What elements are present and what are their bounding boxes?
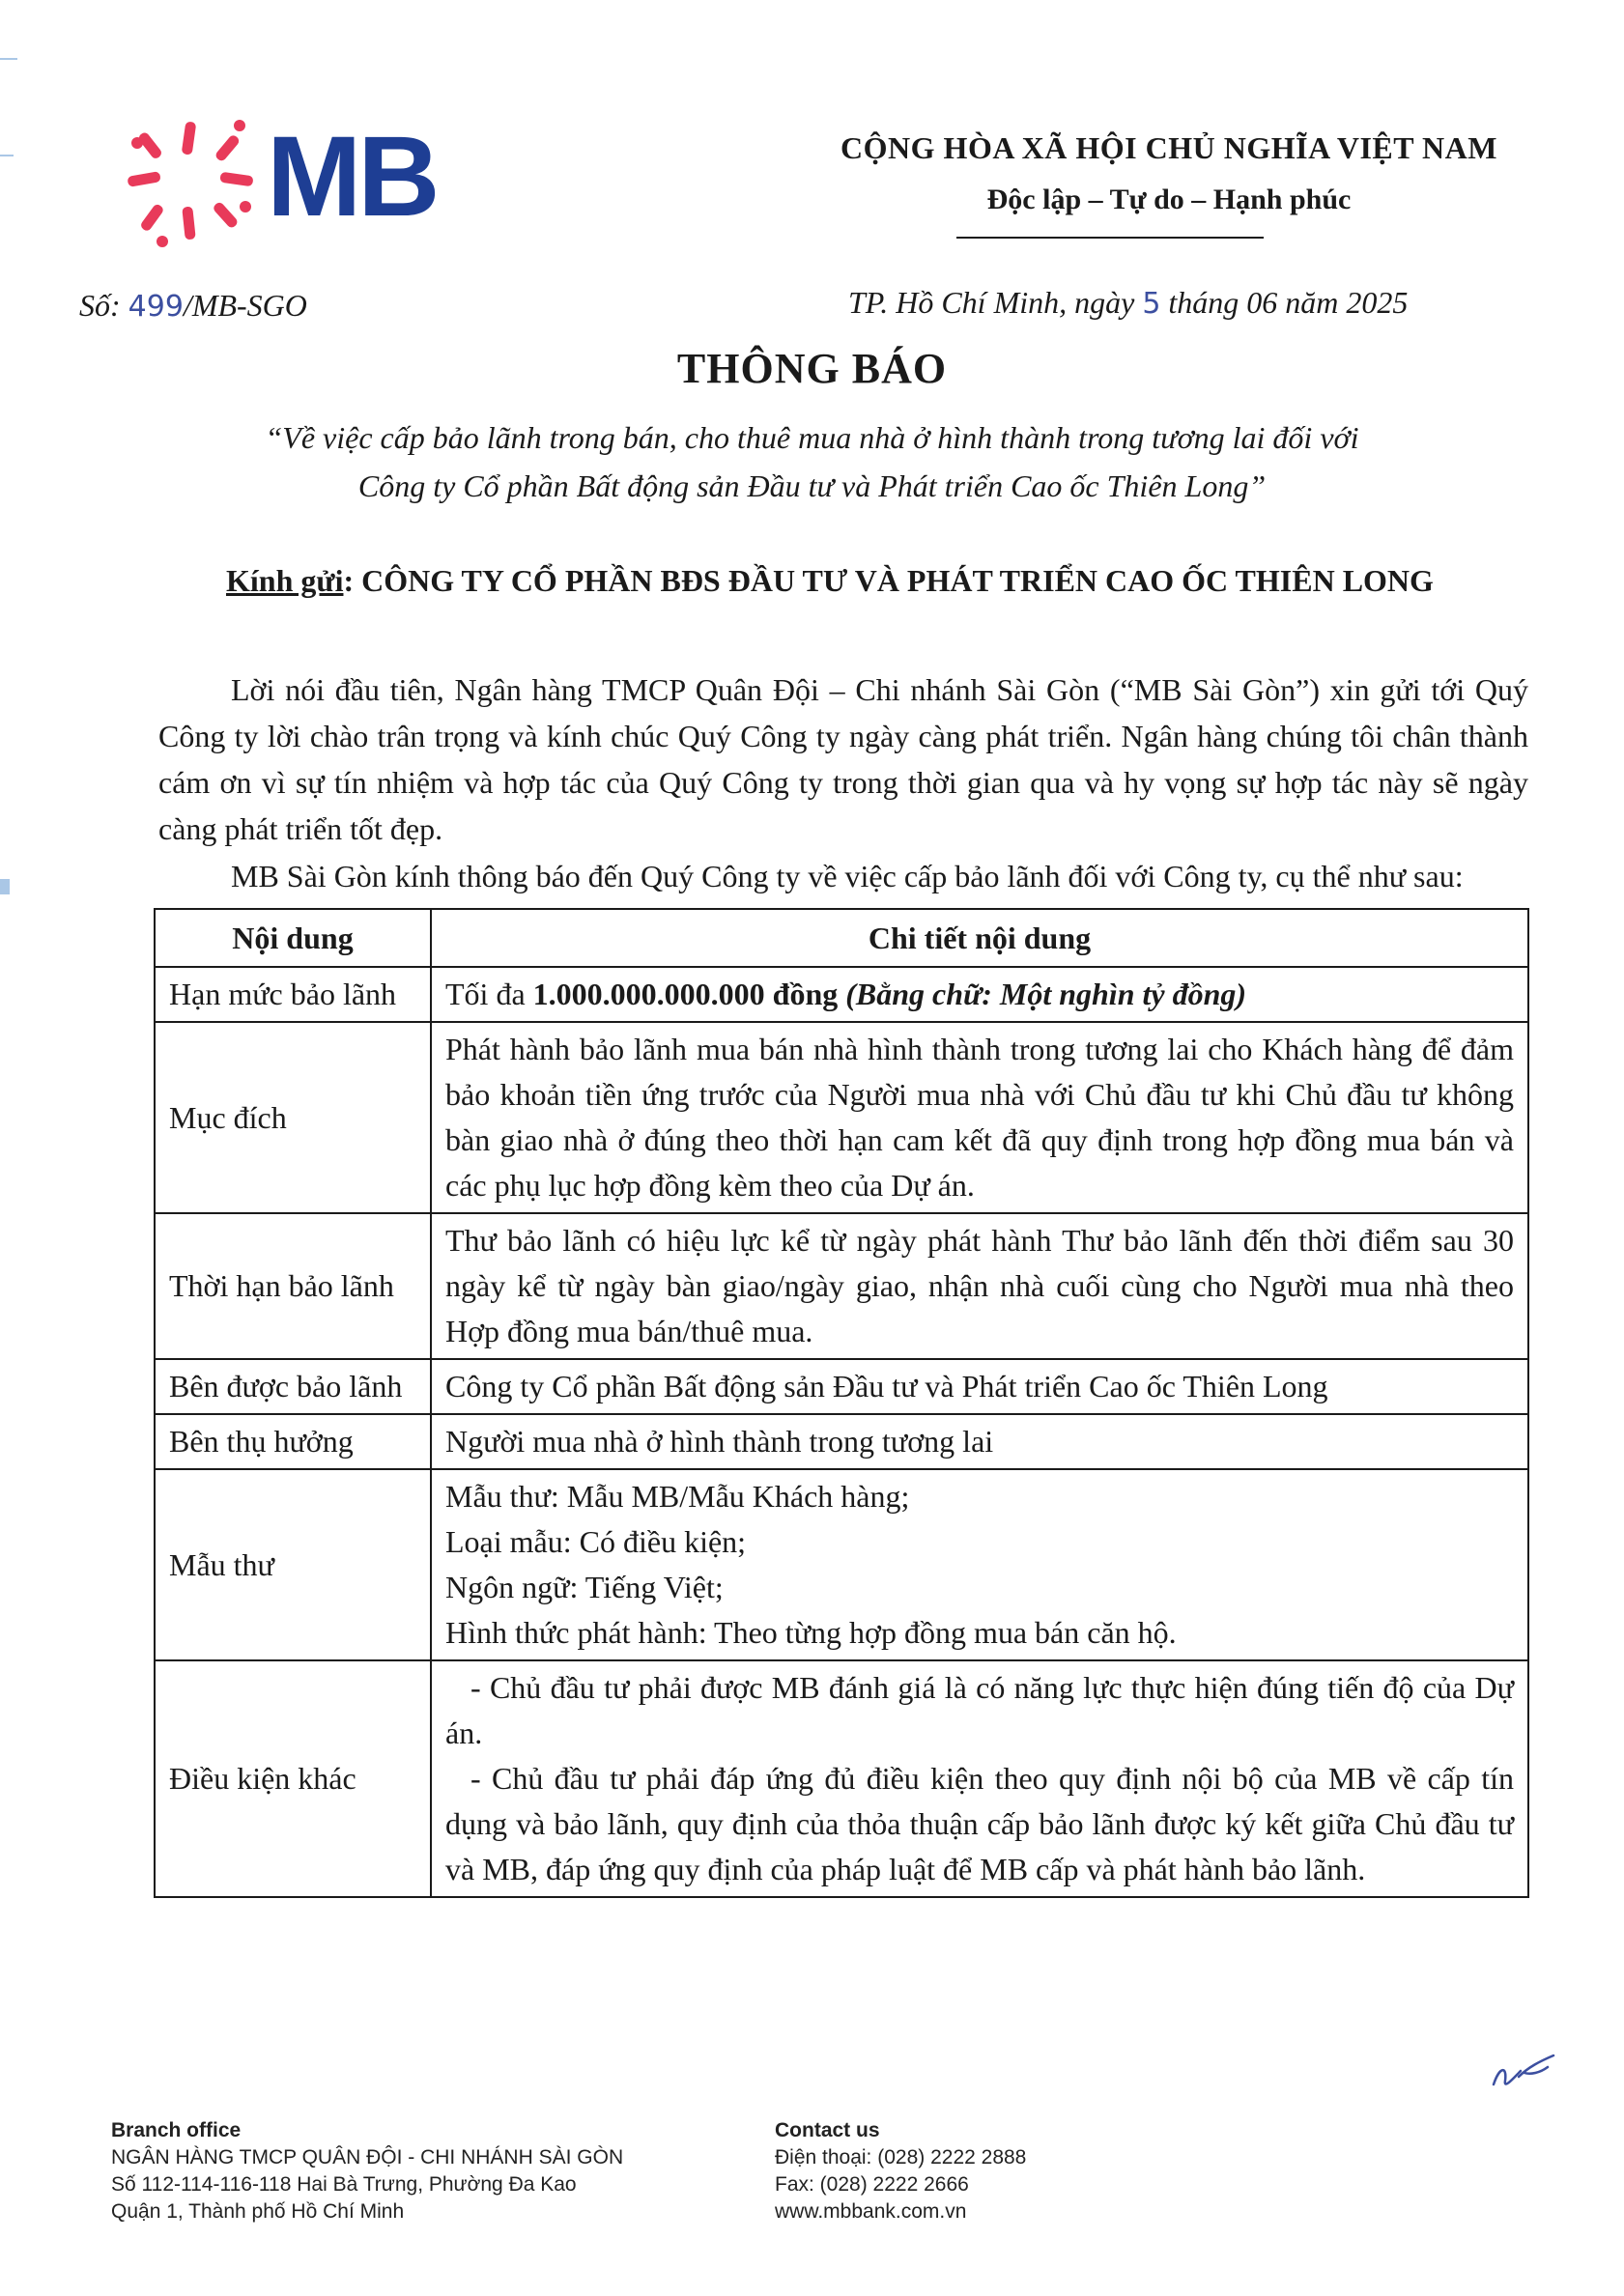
row-label-form: Mẫu thư xyxy=(155,1469,431,1660)
row-value-guaranteed: Công ty Cổ phần Bất động sản Đầu tư và Phát triển Cao ốc Thiên Long xyxy=(431,1359,1528,1414)
table-row xyxy=(155,1359,1528,1414)
table-header-detail: Chi tiết nội dung xyxy=(431,909,1528,967)
row-label-term: Thời hạn bảo lãnh xyxy=(155,1213,431,1359)
date-prefix: TP. Hồ Chí Minh, ngày xyxy=(848,285,1143,320)
condition-item: - Chủ đầu tư phải đáp ứng đủ điều kiện theo quy định nội bộ của MB về cấp tín dụng và bảo lãnh, quy định của thỏa thuận cấp bảo lãnh được ký kết giữa Chủ đầu tư và MB, đáp ứng quy định của pháp luật để MB cấp và phát hành bảo lãnh. xyxy=(445,1761,1514,1886)
form-line: Loại mẫu: Có điều kiện; xyxy=(445,1524,747,1559)
limit-words: (Bằng chữ: Một nghìn tỷ đồng) xyxy=(838,977,1247,1011)
document-number-prefix: Số: xyxy=(79,288,128,323)
nation-heading: CỘNG HÒA XÃ HỘI CHỦ NGHĨA VIỆT NAM xyxy=(840,130,1497,165)
row-value-limit xyxy=(431,967,1528,1022)
condition-item: - Chủ đầu tư phải được MB đánh giá là có năng lực thực hiện đúng tiến độ của Dự án. xyxy=(445,1670,1514,1750)
date-suffix: tháng 06 năm 2025 xyxy=(1160,285,1409,320)
footer-right-title: Contact us xyxy=(775,2119,880,2141)
recipient-line xyxy=(226,563,1434,599)
mb-star-icon xyxy=(124,114,259,249)
table-row xyxy=(155,1022,1528,1213)
document-title: THÔNG BÁO xyxy=(676,345,948,392)
footer-left-line: Quận 1, Thành phố Hồ Chí Minh xyxy=(111,2200,405,2223)
row-value-form xyxy=(431,1469,1528,1660)
scan-edge-mark xyxy=(0,879,10,894)
row-label-beneficiary: Bên thụ hưởng xyxy=(155,1414,431,1469)
footer-left-line: NGÂN HÀNG TMCP QUÂN ĐỘI - CHI NHÁNH SÀI GÒN xyxy=(111,2146,624,2168)
footer-fax: Fax: (028) 2222 2666 xyxy=(775,2173,969,2196)
recipient-name: : CÔNG TY CỔ PHẦN BĐS ĐẦU TƯ VÀ PHÁT TRIỂN CAO ỐC THIÊN LONG xyxy=(343,563,1434,598)
row-value-term: Thư bảo lãnh có hiệu lực kể từ ngày phát hành Thư bảo lãnh đến thời điểm sau 30 ngày kể từ ngày bàn giao/ngày giao, nhận nhà cuối cùng cho Người mua nhà theo Hợp đồng mua bán/thuê mua. xyxy=(431,1213,1528,1359)
table-row xyxy=(155,1469,1528,1660)
motto-heading: Độc lập – Tự do – Hạnh phúc xyxy=(986,184,1352,215)
notice-paragraph: MB Sài Gòn kính thông báo đến Quý Công ty về việc cấp bảo lãnh đối với Công ty, cụ thể như sau: xyxy=(231,859,1464,893)
subject-line-2: Công ty Cổ phần Bất động sản Đầu tư và Phát triển Cao ốc Thiên Long” xyxy=(357,468,1267,503)
footer-phone: Điện thoại: (028) 2222 2888 xyxy=(775,2146,1027,2168)
footer-left-line: Số 112-114-116-118 Hai Bà Trưng, Phường Đa Kao xyxy=(111,2173,577,2196)
row-value-beneficiary: Người mua nhà ở hình thành trong tương lai xyxy=(431,1414,1528,1469)
row-value-purpose: Phát hành bảo lãnh mua bán nhà hình thành trong tương lai cho Khách hàng để đảm bảo khoản tiền ứng trước của Người mua nhà với Chủ đầu tư khi Chủ đầu tư không bàn giao nhà ở đúng theo thời hạn cam kết đã quy định trong hợp đồng mua bán và các phụ lục hợp đồng kèm theo của Dự án. xyxy=(431,1022,1528,1213)
scan-edge-mark xyxy=(0,155,14,156)
motto-underline xyxy=(956,237,1264,239)
table-header-row xyxy=(155,909,1528,967)
logo-wordmark: MB xyxy=(267,113,437,241)
limit-amount: 1.000.000.000.000 đồng xyxy=(532,977,839,1011)
handwritten-initials-icon xyxy=(1486,2048,1563,2096)
row-label-limit: Hạn mức bảo lãnh xyxy=(155,967,431,1022)
table-row xyxy=(155,967,1528,1022)
form-line: Hình thức phát hành: Theo từng hợp đồng mua bán căn hộ. xyxy=(445,1615,1177,1650)
document-number-suffix: /MB-SGO xyxy=(183,288,307,323)
guarantee-details-table xyxy=(154,908,1529,1898)
recipient-label: Kính gửi xyxy=(226,563,344,598)
table-row xyxy=(155,1414,1528,1469)
row-value-other xyxy=(431,1660,1528,1897)
intro-paragraph: Lời nói đầu tiên, Ngân hàng TMCP Quân Đội – Chi nhánh Sài Gòn (“MB Sài Gòn”) xin gửi tới Quý Công ty lời chào trân trọng và kính chúc Quý Công ty ngày càng phát triển. Ngân hàng chúng tôi chân thành cám ơn vì sự tín nhiệm và hợp tác của Quý Công ty trong thời gian qua và hy vọng sự hợp tác này sẽ ngày càng phát triển tốt đẹp. xyxy=(158,672,1528,846)
footer-branch-office xyxy=(111,2117,623,2225)
mb-logo xyxy=(124,114,452,249)
row-label-other: Điều kiện khác xyxy=(155,1660,431,1897)
footer-left-title: Branch office xyxy=(111,2119,242,2141)
limit-prefix: Tối đa xyxy=(445,977,533,1011)
document-date xyxy=(848,285,1408,321)
footer-website-link[interactable]: www.mbbank.com.vn xyxy=(775,2200,967,2223)
form-line: Ngôn ngữ: Tiếng Việt; xyxy=(445,1570,724,1604)
document-number-handwritten: 499 xyxy=(128,290,184,324)
table-row xyxy=(155,1660,1528,1897)
date-day-handwritten: 5 xyxy=(1142,287,1161,321)
table-header-content: Nội dung xyxy=(155,909,431,967)
scan-edge-mark xyxy=(0,58,17,60)
table-row xyxy=(155,1213,1528,1359)
document-subject xyxy=(155,413,1469,510)
subject-line-1: “Về việc cấp bảo lãnh trong bán, cho thuê mua nhà ở hình thành trong tương lai đối với xyxy=(265,420,1359,455)
row-label-guaranteed: Bên được bảo lãnh xyxy=(155,1359,431,1414)
row-label-purpose: Mục đích xyxy=(155,1022,431,1213)
form-line: Mẫu thư: Mẫu MB/Mẫu Khách hàng; xyxy=(445,1479,910,1514)
footer-contact xyxy=(775,2117,1026,2225)
document-number xyxy=(79,288,307,324)
